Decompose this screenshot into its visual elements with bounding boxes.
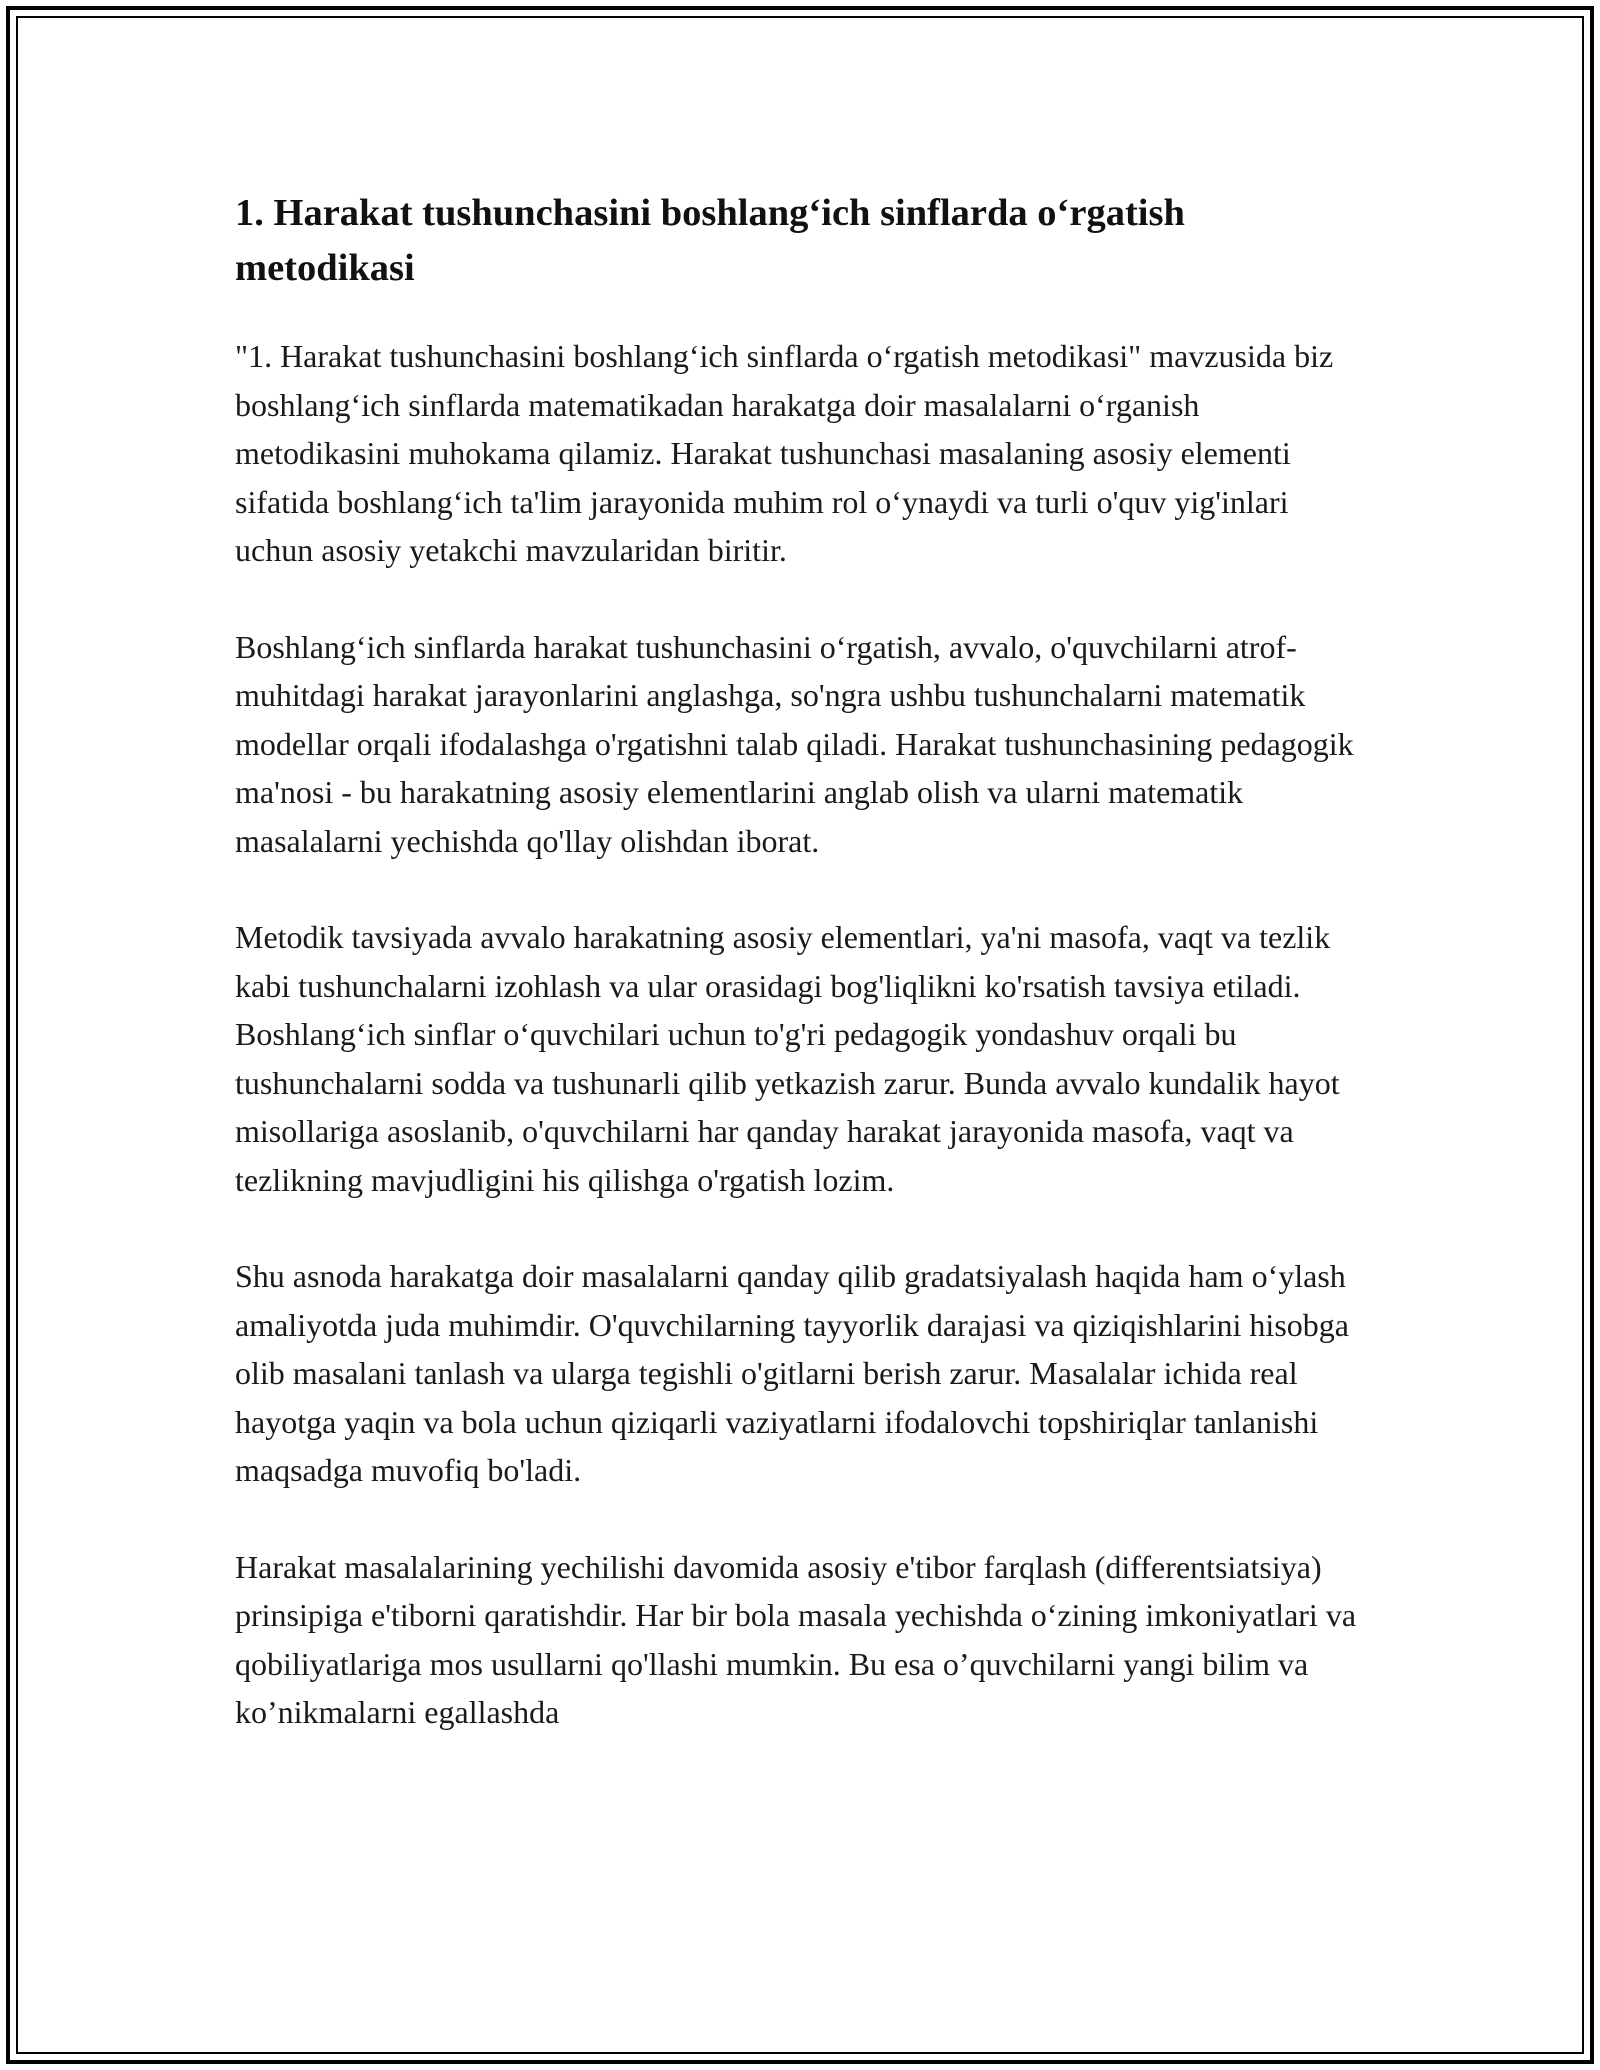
paragraph-5: Harakat masalalarining yechilishi davomida asosiy e'tibor farqlash (differentsiatsiya) prinsipiga e'tiborni qaratishdir. Har bir bola masala yechishda o‘zining imkoniyatlari va qobiliyatlariga mos usullarni qo'llashi mumkin. Bu esa o’quvchilarni yangi bilim va ko’nikmalarni egallashda	[235, 1548, 1357, 1730]
paragraph-1: "1. Harakat tushunchasini boshlang‘ich sinflarda o‘rgatish metodikasi" mavzusida biz boshlang‘ich sinflarda matematikadan harakatga doir masalalarni o‘rganish metodikasini muhokama qilamiz. Harakat tushunchasi masalaning asosiy elementi sifatida boshlang‘ich ta'lim jarayonida muhim rol o‘ynaydi va turli o'quv yig'inlari uchun asosiy yetakchi mavzularidan biritir.	[235, 338, 1334, 568]
paragraph-2: Boshlang‘ich sinflarda harakat tushunchasini o‘rgatish, avvalo, o'quvchilarni atrof-muhitdagi harakat jarayonlarini anglashga, so'ngra ushbu tushunchalarni matematik modellar orqali ifodalashga o'rgatishni talab qiladi. Harakat tushunchasining pedagogik ma'nosi - bu harakatning asosiy elementlarini anglab olish va ularni matematik masalalarni yechishda qo'llay olishdan iborat.	[235, 628, 1354, 859]
paragraph-4: Shu asnoda harakatga doir masalalarni qanday qilib gradatsiyalash haqida ham o‘ylash amaliyotda juda muhimdir. O'quvchilarning tayyorlik darajasi va qiziqishlarini hisobga olib masalani tanlash va ularga tegishli o'gitlarni berish zarur. Masalalar ichida real hayotga yaqin va bola uchun qiziqarli vaziyatlarni ifodalovchi topshiriqlar tanlanishi maqsadga muvofiq bo'ladi.	[235, 1258, 1349, 1488]
document-body	[235, 186, 1370, 1785]
document-title: 1. Harakat tushunchasini boshlang‘ich sinflarda o‘rgatish metodikasi	[235, 192, 1185, 289]
paragraph-3: Metodik tavsiyada avvalo harakatning asosiy elementlari, ya'ni masofa, vaqt va tezlik kabi tushunchalarni izohlash va ular orasidagi bog'liqlikni ko'rsatish tavsiya etiladi. Boshlang‘ich sinflar o‘quvchilari uchun to'g'ri pedagogik yondashuv orqali bu tushunchalarni sodda va tushunarli qilib yetkazish zarur. Bunda avvalo kundalik hayot misollariga asoslanib, o'quvchilarni har qanday harakat jarayonida masofa, vaqt va tezlikning mavjudligini his qilishga o'rgatish lozim.	[235, 919, 1340, 1198]
